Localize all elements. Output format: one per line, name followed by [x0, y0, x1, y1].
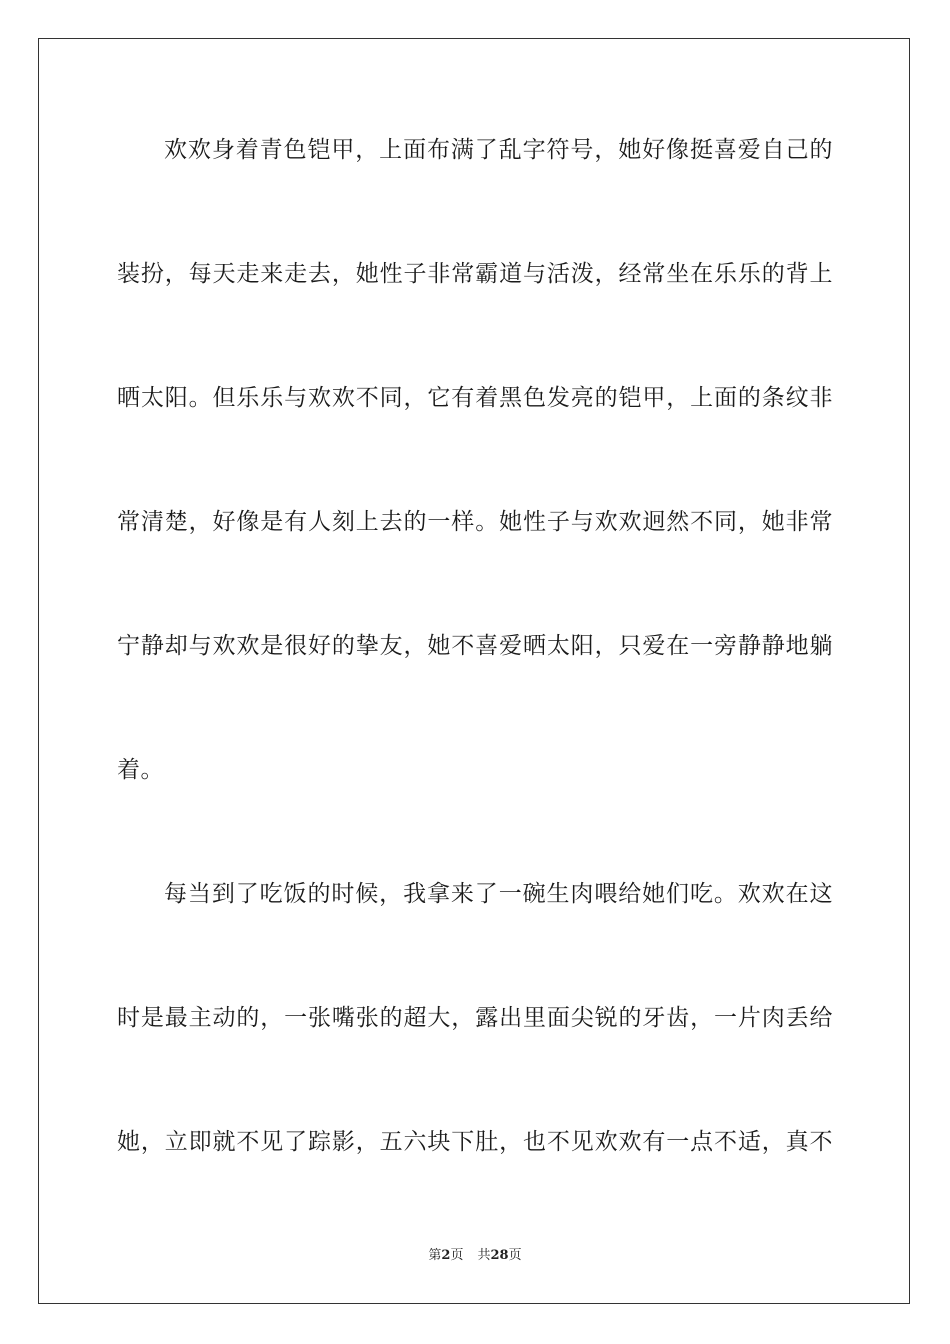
paragraph-1-line-4: 常清楚，好像是有人刻上去的一样。她性子与欢欢迥然不同，她非常	[117, 509, 833, 535]
paragraph-1-line-3: 晒太阳。但乐乐与欢欢不同，它有着黑色发亮的铠甲，上面的条纹非	[117, 385, 833, 411]
page-border	[38, 38, 910, 1304]
paragraph-2-line-1: 每当到了吃饭的时候，我拿来了一碗生肉喂给她们吃。欢欢在这	[164, 881, 833, 907]
paragraph-1-line-2: 装扮，每天走来走去，她性子非常霸道与活泼，经常坐在乐乐的背上	[117, 261, 833, 287]
paragraph-2-line-2: 时是最主动的，一张嘴张的超大，露出里面尖锐的牙齿，一片肉丢给	[117, 1005, 833, 1031]
page-number: 2	[441, 1248, 451, 1263]
page-footer	[0, 1247, 950, 1265]
page-total: 28	[490, 1248, 509, 1263]
paragraph-2-line-3: 她，立即就不见了踪影，五六块下肚，也不见欢欢有一点不适，真不	[117, 1129, 833, 1155]
total-prefix: 共	[477, 1248, 491, 1263]
page-prefix: 第	[428, 1248, 442, 1263]
paragraph-1-line-1: 欢欢身着青色铠甲，上面布满了乱字符号，她好像挺喜爱自己的	[164, 137, 833, 163]
page-suffix: 页	[450, 1248, 464, 1263]
paragraph-1-line-6: 着。	[117, 757, 164, 783]
total-suffix: 页	[508, 1248, 522, 1263]
paragraph-1-line-5: 宁静却与欢欢是很好的挚友，她不喜爱晒太阳，只爱在一旁静静地躺	[117, 633, 833, 659]
